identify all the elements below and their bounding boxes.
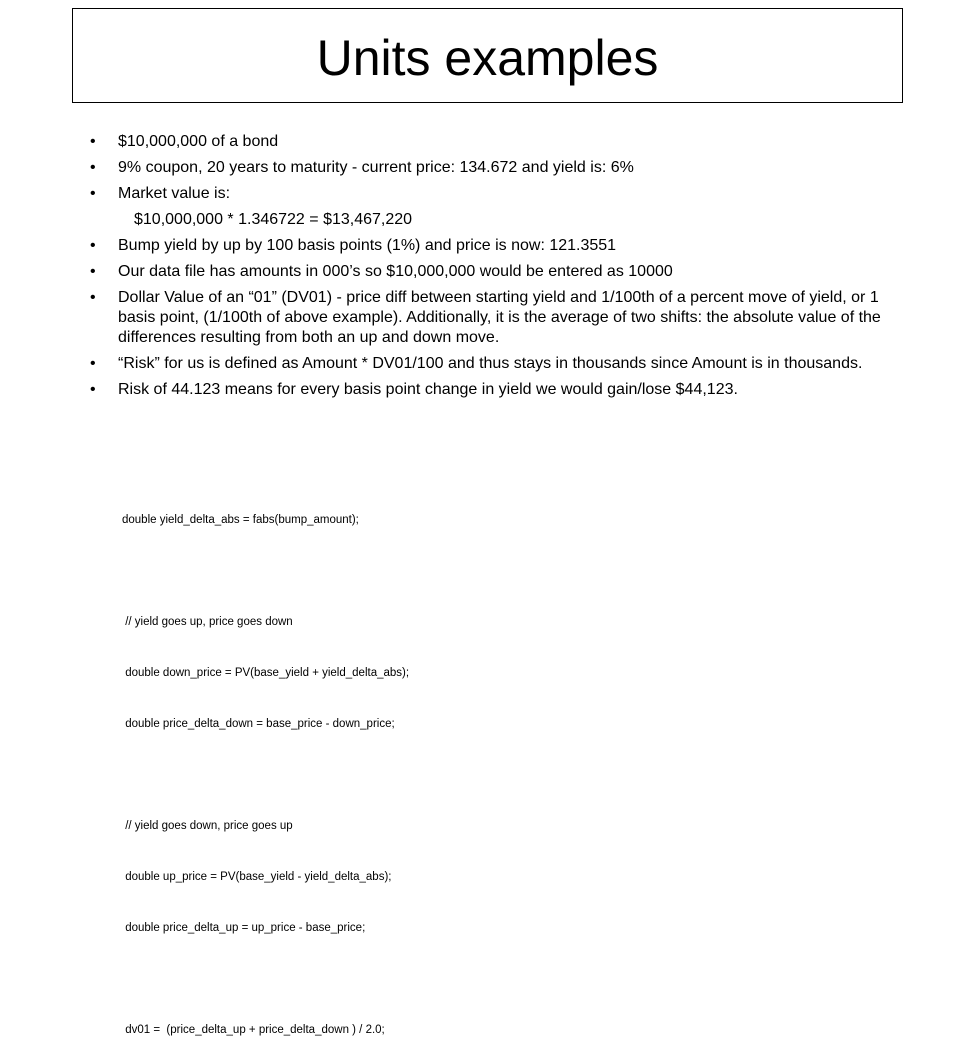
- bullet-marker: •: [90, 381, 96, 398]
- code-line: // yield goes down, price goes up: [122, 820, 293, 832]
- code-line: double up_price = PV(base_yield - yield_delta_abs);: [122, 871, 392, 883]
- bullet-marker: •: [90, 263, 96, 280]
- bullet-marker: •: [90, 185, 96, 202]
- bullet-marker: •: [90, 133, 96, 150]
- code-line: [122, 767, 409, 784]
- bullet-marker: •: [90, 159, 96, 176]
- bullet-item: [90, 354, 900, 374]
- bullet-text: 9% coupon, 20 years to maturity - current price: 134.672 and yield is: 6%: [118, 159, 634, 176]
- bullet-text: $10,000,000 * 1.346722 = $13,467,220: [134, 211, 413, 228]
- code-line: double price_delta_up = up_price - base_price;: [122, 922, 366, 934]
- code-line: [122, 563, 409, 580]
- slide-title-box: [72, 8, 903, 103]
- bullet-item: [90, 158, 900, 178]
- bullet-item: [90, 132, 900, 152]
- slide-title: Units examples: [316, 29, 659, 86]
- bullet-text: Risk of 44.123 means for every basis point change in yield we would gain/lose $44,123.: [118, 381, 738, 398]
- bullet-text: $10,000,000 of a bond: [118, 133, 279, 150]
- code-line: double price_delta_down = base_price - down_price;: [122, 718, 395, 730]
- bullet-item: [90, 380, 900, 400]
- code-line: double down_price = PV(base_yield + yield_delta_abs);: [122, 667, 410, 679]
- bullet-list: [90, 132, 900, 406]
- bullet-marker: •: [90, 355, 96, 372]
- code-line: // yield goes up, price goes down: [122, 616, 293, 628]
- bullet-text: Our data file has amounts in 000’s so $10,000,000 would be entered as 10000: [118, 263, 673, 280]
- bullet-text: Market value is:: [118, 185, 231, 202]
- bullet-item: [90, 184, 900, 204]
- bullet-item-continuation: [90, 210, 900, 230]
- bullet-text: Dollar Value of an “01” (DV01) - price diff between starting yield and 1/100th of a percent move of yield, or 1 basis point, (1/100th of above example). Additionally, it is the average of two shifts: the absolute value of the differences resulting from both an up and down move.: [118, 289, 881, 346]
- bullet-text: “Risk” for us is defined as Amount * DV01/100 and thus stays in thousands since Amount is in thousands.: [118, 355, 863, 372]
- bullet-marker: •: [90, 237, 96, 254]
- bullet-item: [90, 236, 900, 256]
- bullet-marker: •: [90, 289, 96, 306]
- code-line: dv01 = (price_delta_up + price_delta_down ) / 2.0;: [122, 1024, 385, 1036]
- bullet-item: [90, 262, 900, 282]
- code-snippet: [122, 478, 409, 1056]
- bullet-item: [90, 288, 900, 348]
- code-line: double yield_delta_abs = fabs(bump_amount);: [122, 514, 359, 526]
- code-line: [122, 971, 409, 988]
- bullet-text: Bump yield by up by 100 basis points (1%) and price is now: 121.3551: [118, 237, 617, 254]
